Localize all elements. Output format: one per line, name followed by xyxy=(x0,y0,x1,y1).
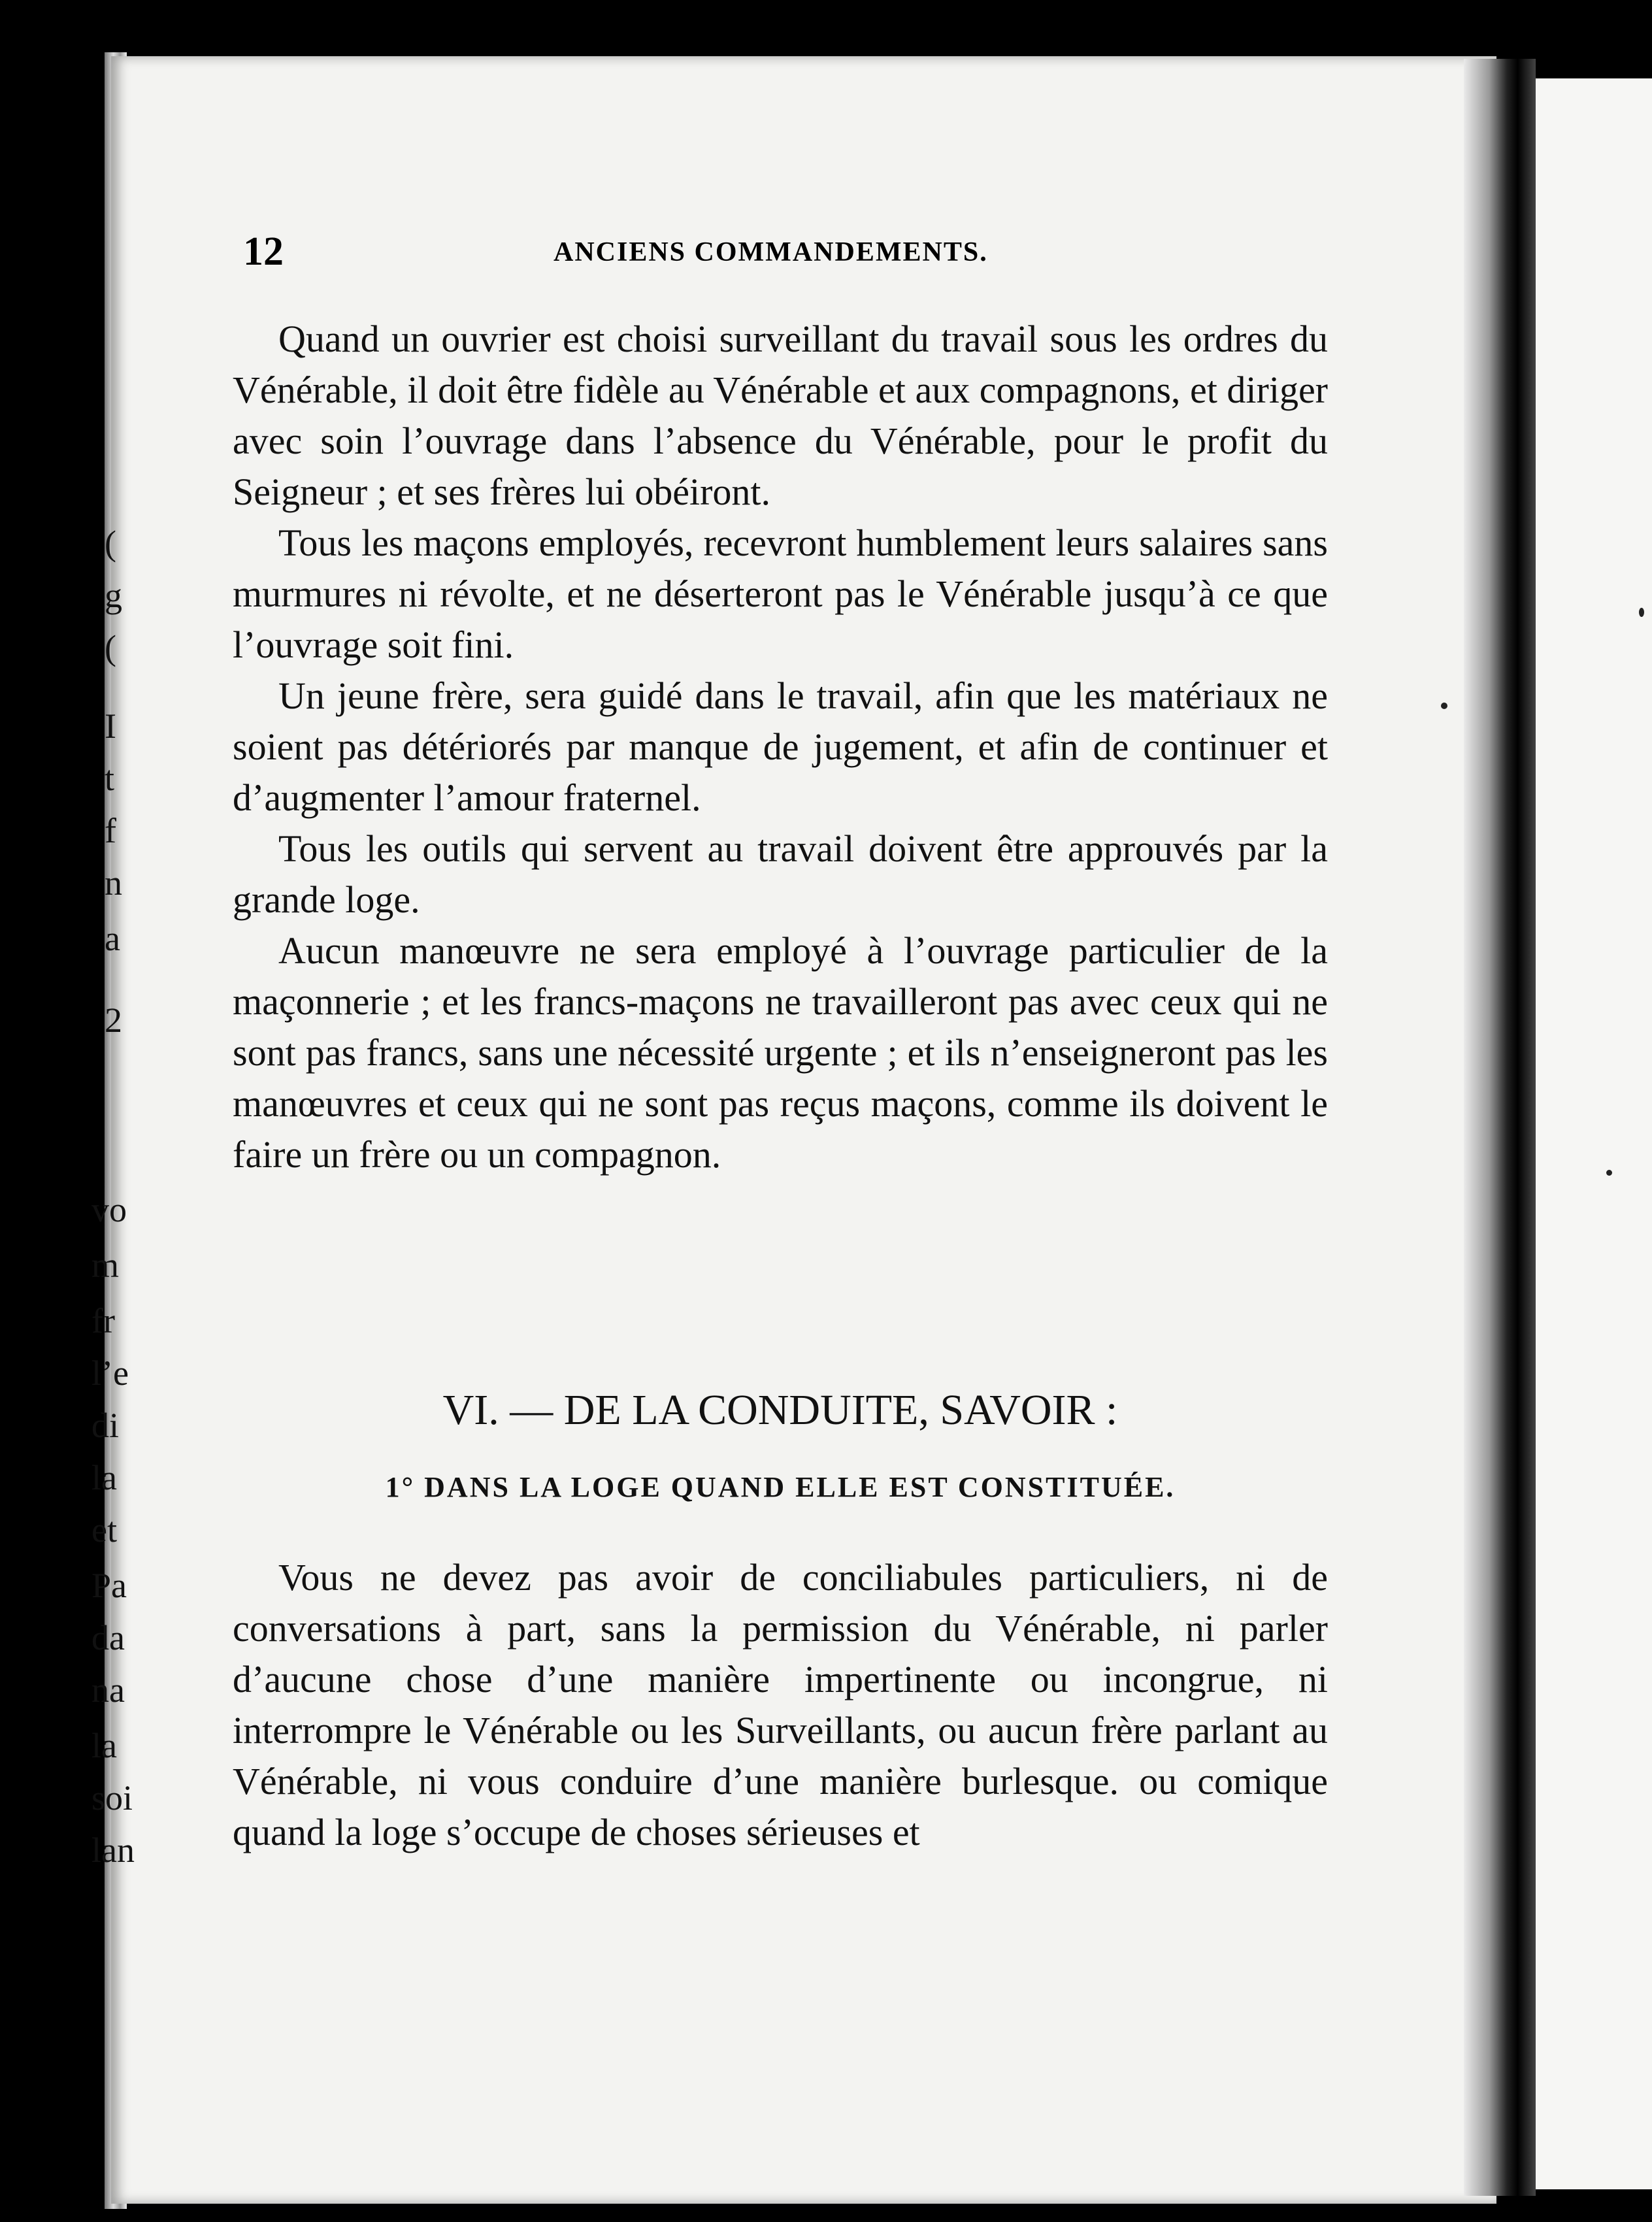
facing-page-fragment: I xyxy=(105,706,116,746)
facing-page-fragment: et xyxy=(91,1510,117,1550)
facing-page-fragment: Pa xyxy=(91,1566,127,1605)
facing-page-fragment: di xyxy=(91,1406,120,1445)
facing-page-fragment: ( xyxy=(105,523,116,563)
facing-page-fragment: ( xyxy=(105,628,116,667)
ink-speck xyxy=(1441,703,1447,709)
facing-page-fragment: t xyxy=(105,759,115,798)
paragraph: Tous les maçons employés, recevront humblement leurs salaires sans murmures ni révolte, et ne déserteront pas le Vénérable jusqu’à ce que l’ouvrage soit fini. xyxy=(233,522,1328,666)
facing-page-fragment: n xyxy=(105,863,122,903)
facing-page-fragment: f xyxy=(105,811,116,850)
facing-page-fragment: 2 xyxy=(105,1001,122,1040)
paragraph: Aucun manœuvre ne sera employé à l’ouvrage particulier de la maçonnerie ; et les francs-maçons ne travailleront pas avec ceux qui ne sont pas francs, sans une nécessité urgente ; et ils n’enseigneront pas les manœuvres et ceux qui ne sont pas reçus maçons, comme ils doivent le faire un frère ou un compagnon. xyxy=(233,929,1328,1176)
facing-page-fragment: l’e xyxy=(91,1353,129,1393)
facing-page-fragment: da xyxy=(91,1618,125,1657)
facing-page-fragment: na xyxy=(91,1670,125,1710)
facing-page-fragment: g xyxy=(105,576,122,615)
ink-speck xyxy=(1606,1170,1612,1176)
section-heading: VI. — DE LA CONDUITE, SAVOIR : xyxy=(442,1386,1118,1434)
facing-page-fragment: soi xyxy=(91,1778,133,1817)
facing-page-fragment: la xyxy=(91,1726,117,1765)
facing-page-fragment: a xyxy=(105,919,120,958)
facing-page-fragment: la xyxy=(91,1458,117,1497)
book-gutter xyxy=(1464,59,1536,2196)
facing-page-fragment: vo xyxy=(91,1190,127,1229)
ink-speck xyxy=(1639,608,1644,617)
paragraph: Vous ne devez pas avoir de conciliabules particuliers, ni de conversations à part, sans la permission du Vénérable, ni parler d’aucune chose d’une manière impertinente ou incongrue, ni interrompre le Vénérable ou les Surveillants, ou aucun frère parlant au Vénérable, ni vous conduire d’une manière burlesque. ou comique quand la loge s’occupe de choses sérieuses et xyxy=(233,1556,1328,1853)
facing-page-fragment: m xyxy=(91,1246,120,1285)
paragraph: Tous les outils qui servent au travail doivent être approuvés par la grande loge. xyxy=(233,827,1328,921)
facing-page-fragment: fr xyxy=(91,1301,115,1340)
running-title: ANCIENS COMMANDEMENTS. xyxy=(553,237,988,267)
facing-page-fragment: lan xyxy=(91,1831,135,1870)
running-head xyxy=(243,229,1328,274)
paragraph: Quand un ouvrier est choisi surveillant du travail sous les ordres du Vénérable, il doit être fidèle au Vénérable et aux compagnons, et diriger avec soin l’ouvrage dans l’absence du Vénérable, pour le profit du Seigneur ; et ses frères lui obéiront. xyxy=(233,318,1328,513)
body-text-block xyxy=(233,314,1328,1180)
paragraph: Un jeune frère, sera guidé dans le travail, afin que les matériaux ne soient pas détériorés par manque de jugement, et afin de continuer et d’augmenter l’amour fraternel. xyxy=(233,674,1328,819)
body-text-block-2 xyxy=(233,1552,1328,1858)
page-number: 12 xyxy=(243,229,284,274)
subsection-heading: 1° DANS LA LOGE QUAND ELLE EST CONSTITUÉE. xyxy=(385,1471,1176,1503)
